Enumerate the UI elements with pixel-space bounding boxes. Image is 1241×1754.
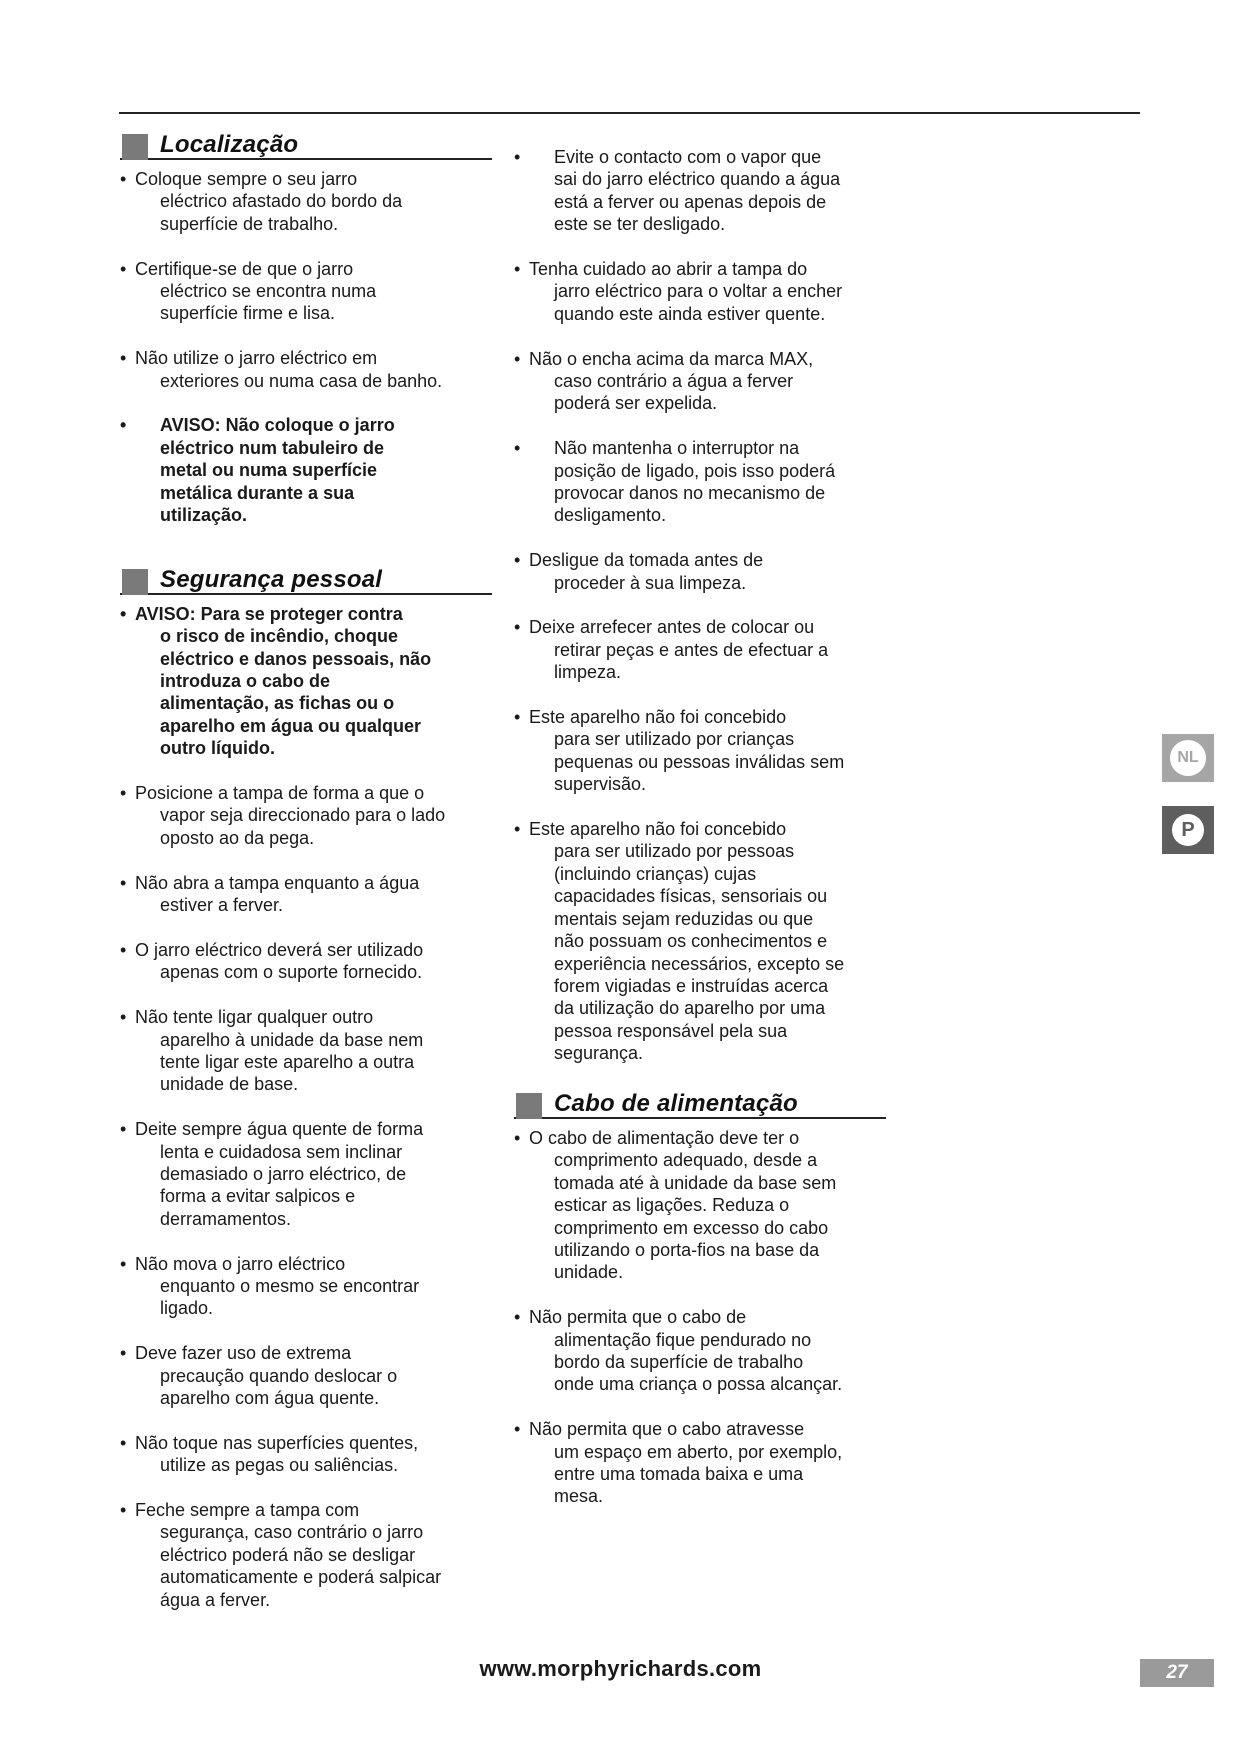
list-item bbox=[120, 1499, 492, 1611]
bullet-icon: • bbox=[514, 707, 521, 728]
item-first-line: Não o encha acima da marca MAX, bbox=[529, 348, 814, 369]
section-heading-localizacao bbox=[120, 128, 492, 160]
item-continuation: eléctrico num tabuleiro de metal ou numa superfície metálica durante a sua utilização. bbox=[160, 437, 385, 526]
item-continuation: eléctrico afastado do bordo da superfície de trabalho. bbox=[160, 191, 403, 234]
item-continuation: proceder à sua limpeza. bbox=[554, 572, 747, 593]
item-first-line: Deite sempre água quente de forma bbox=[135, 1119, 424, 1140]
warning-item bbox=[120, 603, 492, 760]
bullet-icon: • bbox=[120, 603, 127, 624]
item-continuation: apenas com o suporte fornecido. bbox=[160, 962, 423, 983]
list-item bbox=[120, 1432, 492, 1477]
item-continuation: comprimento adequado, desde a tomada até à unidade da base sem esticar as ligações. Reduza o comprimento em excesso do cabo utilizando o porta-fios na base da unidade. bbox=[554, 1150, 837, 1283]
item-continuation: vapor seja direccionado para o lado oposto ao da pega. bbox=[160, 805, 446, 848]
bullet-icon: • bbox=[514, 617, 521, 638]
list-item bbox=[120, 1253, 492, 1320]
item-first-line: Deve fazer uso de extrema bbox=[135, 1343, 352, 1364]
bullet-list-right bbox=[514, 146, 886, 1065]
bullet-icon: • bbox=[514, 1127, 521, 1148]
bullet-icon: • bbox=[514, 348, 521, 369]
list-item bbox=[514, 258, 886, 325]
list-item bbox=[514, 549, 886, 594]
list-item bbox=[514, 706, 886, 796]
item-first-line: Não utilize o jarro eléctrico em bbox=[135, 348, 378, 369]
list-item bbox=[120, 872, 492, 917]
list-item bbox=[514, 818, 886, 1064]
item-first-line: Não mova o jarro eléctrico bbox=[135, 1253, 346, 1274]
item-continuation: caso contrário a água a ferver poderá ser expelida. bbox=[554, 371, 794, 414]
footer-website-url: www.morphyrichards.com bbox=[479, 1656, 762, 1681]
item-first-line: Certifique-se de que o jarro bbox=[135, 258, 354, 279]
section-title: Segurança pessoal bbox=[160, 565, 383, 593]
item-first-line: O cabo de alimentação deve ter o bbox=[529, 1127, 800, 1148]
item-first-line: Tenha cuidado ao abrir a tampa do bbox=[529, 259, 808, 280]
heading-square-icon bbox=[122, 569, 148, 595]
item-continuation: retirar peças e antes de efectuar a limpeza. bbox=[554, 639, 829, 683]
section-heading-seguranca bbox=[120, 563, 492, 595]
item-first-line: O jarro eléctrico deverá ser utilizado bbox=[135, 939, 424, 960]
item-continuation: alimentação fique pendurado no bordo da superfície de trabalho onde uma criança o possa alcançar. bbox=[554, 1329, 843, 1395]
list-item bbox=[120, 782, 492, 849]
item-continuation: exteriores ou numa casa de banho. bbox=[160, 370, 443, 391]
warning-item bbox=[120, 414, 492, 526]
item-first-line: Não abra a tampa enquanto a água bbox=[135, 872, 420, 893]
section-title: Cabo de alimentação bbox=[554, 1089, 798, 1117]
item-first-line: Não mantenha o interruptor na bbox=[554, 438, 800, 459]
item-first-line: Desligue da tomada antes de bbox=[529, 550, 764, 571]
list-item bbox=[120, 1118, 492, 1230]
item-continuation: para ser utilizado por pessoas (incluindo crianças) cujas capacidades físicas, sensoriais ou mentais sejam reduzidas ou que não possuam os conhecimentos e experiência necessários, excepto se forem vigiadas e instruídas acerca da utilização do aparelho por uma pessoa responsável pela sua segurança. bbox=[554, 841, 845, 1064]
item-first-line: AVISO: Não coloque o jarro bbox=[160, 415, 395, 436]
item-first-line: Posicione a tampa de forma a que o bbox=[135, 783, 425, 804]
list-item bbox=[514, 437, 886, 527]
bullet-icon: • bbox=[514, 1419, 521, 1440]
item-first-line: Coloque sempre o seu jarro bbox=[135, 169, 358, 189]
bullet-icon: • bbox=[120, 1343, 127, 1364]
heading-square-icon bbox=[122, 134, 148, 160]
bullet-icon: • bbox=[120, 1007, 127, 1028]
item-continuation: o risco de incêndio, choque eléctrico e danos pessoais, não introduza o cabo de alimentação, as fichas ou o aparelho em água ou qualquer outro líquido. bbox=[160, 626, 432, 759]
item-first-line: Não tente ligar qualquer outro bbox=[135, 1007, 374, 1028]
bullet-icon: • bbox=[120, 939, 127, 960]
language-tab-p[interactable] bbox=[1162, 806, 1214, 854]
item-continuation: estiver a ferver. bbox=[160, 895, 284, 916]
language-tab-nl[interactable] bbox=[1162, 734, 1214, 782]
right-column bbox=[514, 146, 886, 1530]
list-item bbox=[514, 1418, 886, 1508]
item-first-line: Não toque nas superfícies quentes, bbox=[135, 1432, 419, 1453]
item-continuation: precaução quando deslocar o aparelho com água quente. bbox=[160, 1365, 398, 1408]
list-item bbox=[514, 146, 886, 236]
item-first-line: Não permita que o cabo atravesse bbox=[529, 1419, 805, 1440]
page-number: 27 bbox=[1140, 1659, 1214, 1687]
bullet-icon: • bbox=[120, 415, 127, 436]
list-item bbox=[120, 1006, 492, 1096]
item-continuation: utilize as pegas ou saliências. bbox=[160, 1455, 399, 1476]
bullet-icon: • bbox=[120, 872, 127, 893]
bullet-icon: • bbox=[120, 169, 127, 189]
item-first-line: AVISO: Para se proteger contra bbox=[135, 603, 403, 624]
list-item bbox=[514, 616, 886, 683]
bullet-icon: • bbox=[120, 348, 127, 369]
bullet-icon: • bbox=[514, 147, 521, 167]
item-continuation: posição de ligado, pois isso poderá provocar danos no mecanismo de desligamento. bbox=[554, 460, 836, 526]
top-rule bbox=[119, 112, 1140, 114]
bullet-icon: • bbox=[120, 1432, 127, 1453]
section-heading-cabo bbox=[514, 1087, 886, 1119]
item-first-line: Feche sempre a tampa com bbox=[135, 1499, 360, 1520]
item-continuation: um espaço em aberto, por exemplo, entre uma tomada baixa e uma mesa. bbox=[554, 1441, 843, 1507]
item-continuation: eléctrico se encontra numa superfície firme e lisa. bbox=[160, 281, 377, 324]
language-badge-nl: NL bbox=[1170, 740, 1206, 776]
item-first-line: Evite o contacto com o vapor que bbox=[554, 147, 822, 167]
bullet-icon: • bbox=[120, 783, 127, 804]
list-item bbox=[120, 939, 492, 984]
bullet-icon: • bbox=[120, 1119, 127, 1140]
list-item bbox=[514, 348, 886, 415]
bullet-list-localizacao bbox=[120, 168, 492, 526]
list-item bbox=[120, 258, 492, 325]
list-item bbox=[120, 347, 492, 392]
heading-square-icon bbox=[516, 1093, 542, 1119]
list-item bbox=[120, 1342, 492, 1409]
bullet-icon: • bbox=[514, 550, 521, 571]
bullet-icon: • bbox=[514, 1307, 521, 1328]
bullet-list-cabo bbox=[514, 1127, 886, 1508]
bullet-icon: • bbox=[120, 1499, 127, 1520]
item-continuation: aparelho à unidade da base nem tente ligar este aparelho a outra unidade de base. bbox=[160, 1029, 424, 1095]
bullet-icon: • bbox=[514, 438, 521, 459]
section-title: Localização bbox=[160, 131, 299, 158]
bullet-icon: • bbox=[514, 259, 521, 280]
item-continuation: lenta e cuidadosa sem inclinar demasiado o jarro eléctrico, de forma a evitar salpicos e derramamentos. bbox=[160, 1141, 407, 1229]
item-continuation: para ser utilizado por crianças pequenas ou pessoas inválidas sem supervisão. bbox=[554, 729, 845, 795]
item-continuation: sai do jarro eléctrico quando a água está a ferver ou apenas depois de este se ter desligado. bbox=[554, 169, 841, 235]
bullet-icon: • bbox=[120, 258, 127, 279]
left-column bbox=[120, 128, 492, 1633]
language-badge-p: P bbox=[1172, 814, 1204, 846]
item-continuation: jarro eléctrico para o voltar a encher quando este ainda estiver quente. bbox=[554, 281, 843, 324]
list-item bbox=[514, 1306, 886, 1396]
item-first-line: Deixe arrefecer antes de colocar ou bbox=[529, 617, 815, 638]
bullet-list-seguranca bbox=[120, 603, 492, 1611]
list-item bbox=[514, 1127, 886, 1284]
bullet-icon: • bbox=[514, 819, 521, 840]
item-continuation: enquanto o mesmo se encontrar ligado. bbox=[160, 1275, 420, 1319]
bullet-icon: • bbox=[120, 1253, 127, 1274]
list-item bbox=[120, 168, 492, 235]
item-continuation: segurança, caso contrário o jarro eléctrico poderá não se desligar automaticamente e poderá salpicar água a ferver. bbox=[160, 1522, 442, 1610]
item-first-line: Não permita que o cabo de bbox=[529, 1307, 747, 1328]
item-first-line: Este aparelho não foi concebido bbox=[529, 819, 787, 840]
item-first-line: Este aparelho não foi concebido bbox=[529, 707, 787, 728]
